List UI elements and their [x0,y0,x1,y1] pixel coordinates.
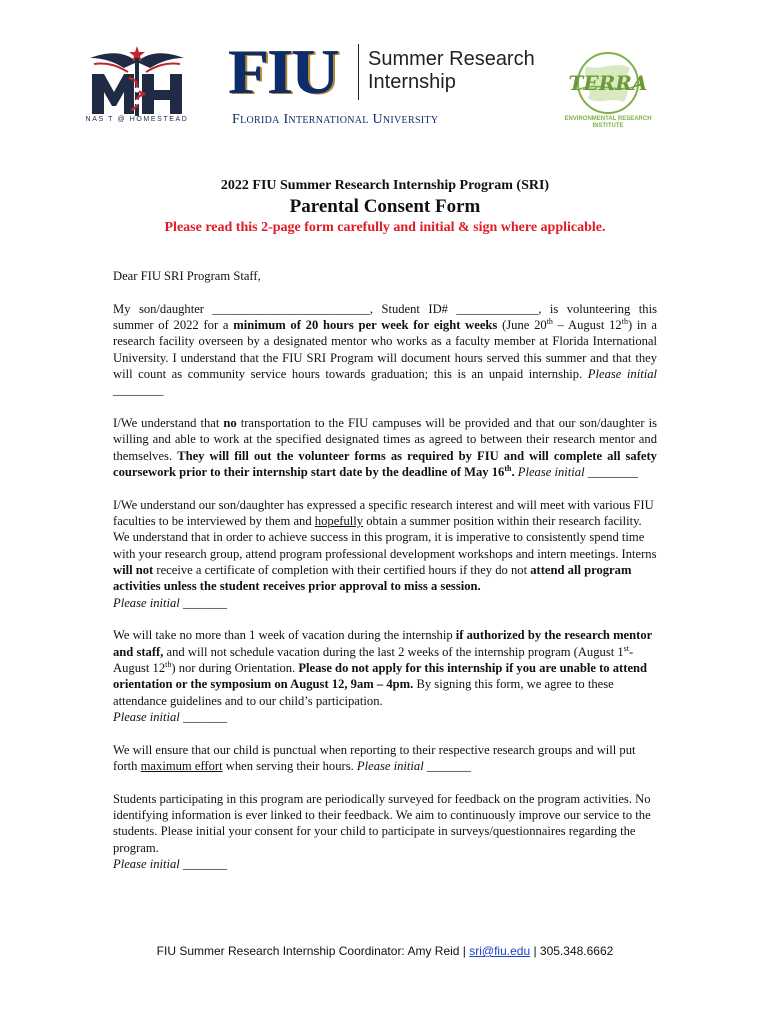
greeting: Dear FIU SRI Program Staff, [113,269,261,283]
p2-text-c: transportation to the FIU campuses will be provided and that our son/daughter is willing and able to work at the specified designated times as agreed to between their research mentor and themselves. [113,416,657,463]
form-title: Parental Consent Form [289,196,481,217]
p2-safety-coursework: They will fill out the volunteer forms as required by FIU and will complete all safety coursework prior to their internship start date by the deadline of May 16 [113,448,657,479]
p3-will-not: will not [113,562,154,577]
p3-text-d: receive a certificate of completion with their certified hours if they do not [153,562,531,577]
initial-line[interactable]: Please initial _______ [356,758,471,773]
terra-caption: ENVIRONMENTAL RESEARCH INSTITUTE [564,116,652,129]
p5-maximum-effort: maximum effort [140,758,223,773]
p4-text-g: By signing this form, we agree to these attendance guidelines and to our child’s participation. [113,677,614,708]
p4-do-not-apply: Please do not apply for this internship if you are unable to attend orientation or the symposium on August 12, 9am – 4pm. [113,660,648,692]
initial-line[interactable]: Please initial _______ [113,595,228,610]
paragraph-vacation [113,627,657,725]
mh-caduceus-icon [84,44,190,116]
paragraph-volunteer-hours [113,301,657,399]
p3-attend-all: attend all program activities unless the student receives prior approval to miss a session. [113,562,632,594]
sri-line-1: Summer Research [368,48,535,70]
p3-hopefully: hopefully [314,514,364,529]
paragraph-surveys [113,791,657,872]
paragraph-research-interest [113,497,657,611]
p4-text-a: We will take no more than 1 week of vacation during the internship [113,628,456,643]
p1-sup-c: th [546,316,553,326]
footer-phone: | 305.348.6662 [530,944,614,958]
initial-line[interactable]: Please initial _______ [113,856,228,871]
instruction-banner: Please read this 2-page form carefully and initial & sign where applicable. [164,220,606,235]
p1-text-e: ) in a research facility overseen by a designated mentor who works as a faculty member at Florida International University. I understand that the FIU SRI Program will document hours served this summer and that they will count as community service hours towards graduation; this is an unpaid internship. [113,318,658,381]
p2-sup: th [504,463,512,473]
logo-divider [358,44,359,100]
p4-text-d: -August 12 [113,644,634,675]
mh-caption: NAS T @ HOMESTEAD [85,116,189,123]
initial-line[interactable]: Please initial _______ [113,709,228,724]
p5-text-b: when serving their hours. [222,758,357,773]
p4-authorized: if authorized by the research mentor and staff, [113,628,653,659]
p6-text-a: Students participating in this program are periodically surveyed for feedback on the program activities. No identifying information is ever linked to their feedback. We aim to continuously improve our service to the students. Please initial your consent for your child to participate in surveys/questionnaires regarding the program. [113,791,651,855]
terra-globe-icon [558,50,658,116]
initial-line[interactable]: Please initial ________ [514,464,639,479]
nas-homestead-logo [84,44,190,130]
p4-sup-d: th [165,659,172,669]
p5-text-a: We will ensure that our child is punctual when reporting to their respective research groups and will put forth [113,742,636,773]
p1-minimum-hours: minimum of 20 hours per week for eight weeks [233,318,498,333]
paragraph-transportation [113,415,657,480]
sri-program-name [368,48,535,94]
p4-sup-c: st [623,643,630,653]
paragraph-punctual [113,742,657,775]
fiu-sri-logo [228,36,548,136]
consent-body [113,268,657,889]
footer-contact [0,944,770,958]
terra-word: TERRA [568,71,648,95]
sri-line-2: Internship [368,71,456,93]
fiu-wordmark: FIU [228,36,338,107]
p1-text-c: (June 20 [497,318,547,333]
p3-text-a: I/We understand our son/daughter has expressed a specific research interest and will meet with various FIU faculties to be interviewed by them and [113,497,654,529]
footer-coordinator: FIU Summer Research Internship Coordinator: Amy Reid | [156,944,470,958]
p1-text-a: My son/daughter _________________________, Student ID# _____________, is volunteering this summer of 2022 for a [113,301,657,333]
terra-logo [558,50,658,134]
initial-line[interactable]: Please initial ________ [113,366,657,398]
p1-text-d: – August 12 [552,318,622,333]
header-logos [0,36,770,136]
p3-text-b: obtain a summer position within their research facility. We understand that in order to achieve success in this program, it is imperative to consistently spend time with your research group, attend program professional development workshops and intern meetings. Interns [113,514,657,561]
p4-text-c: and will not schedule vacation during the last 2 weeks of the internship program (August 1 [163,644,624,659]
p4-text-e: ) nor during Orientation. [171,660,299,675]
p1-sup-d: th [621,316,628,326]
p2-period: . [511,464,515,479]
p2-no: no [223,416,237,431]
p2-text-a: I/We understand that [113,416,224,431]
university-name: Florida International University [232,112,439,127]
email-link[interactable]: sri@fiu.edu [469,944,531,958]
program-title: 2022 FIU Summer Research Internship Program (SRI) [220,178,550,193]
